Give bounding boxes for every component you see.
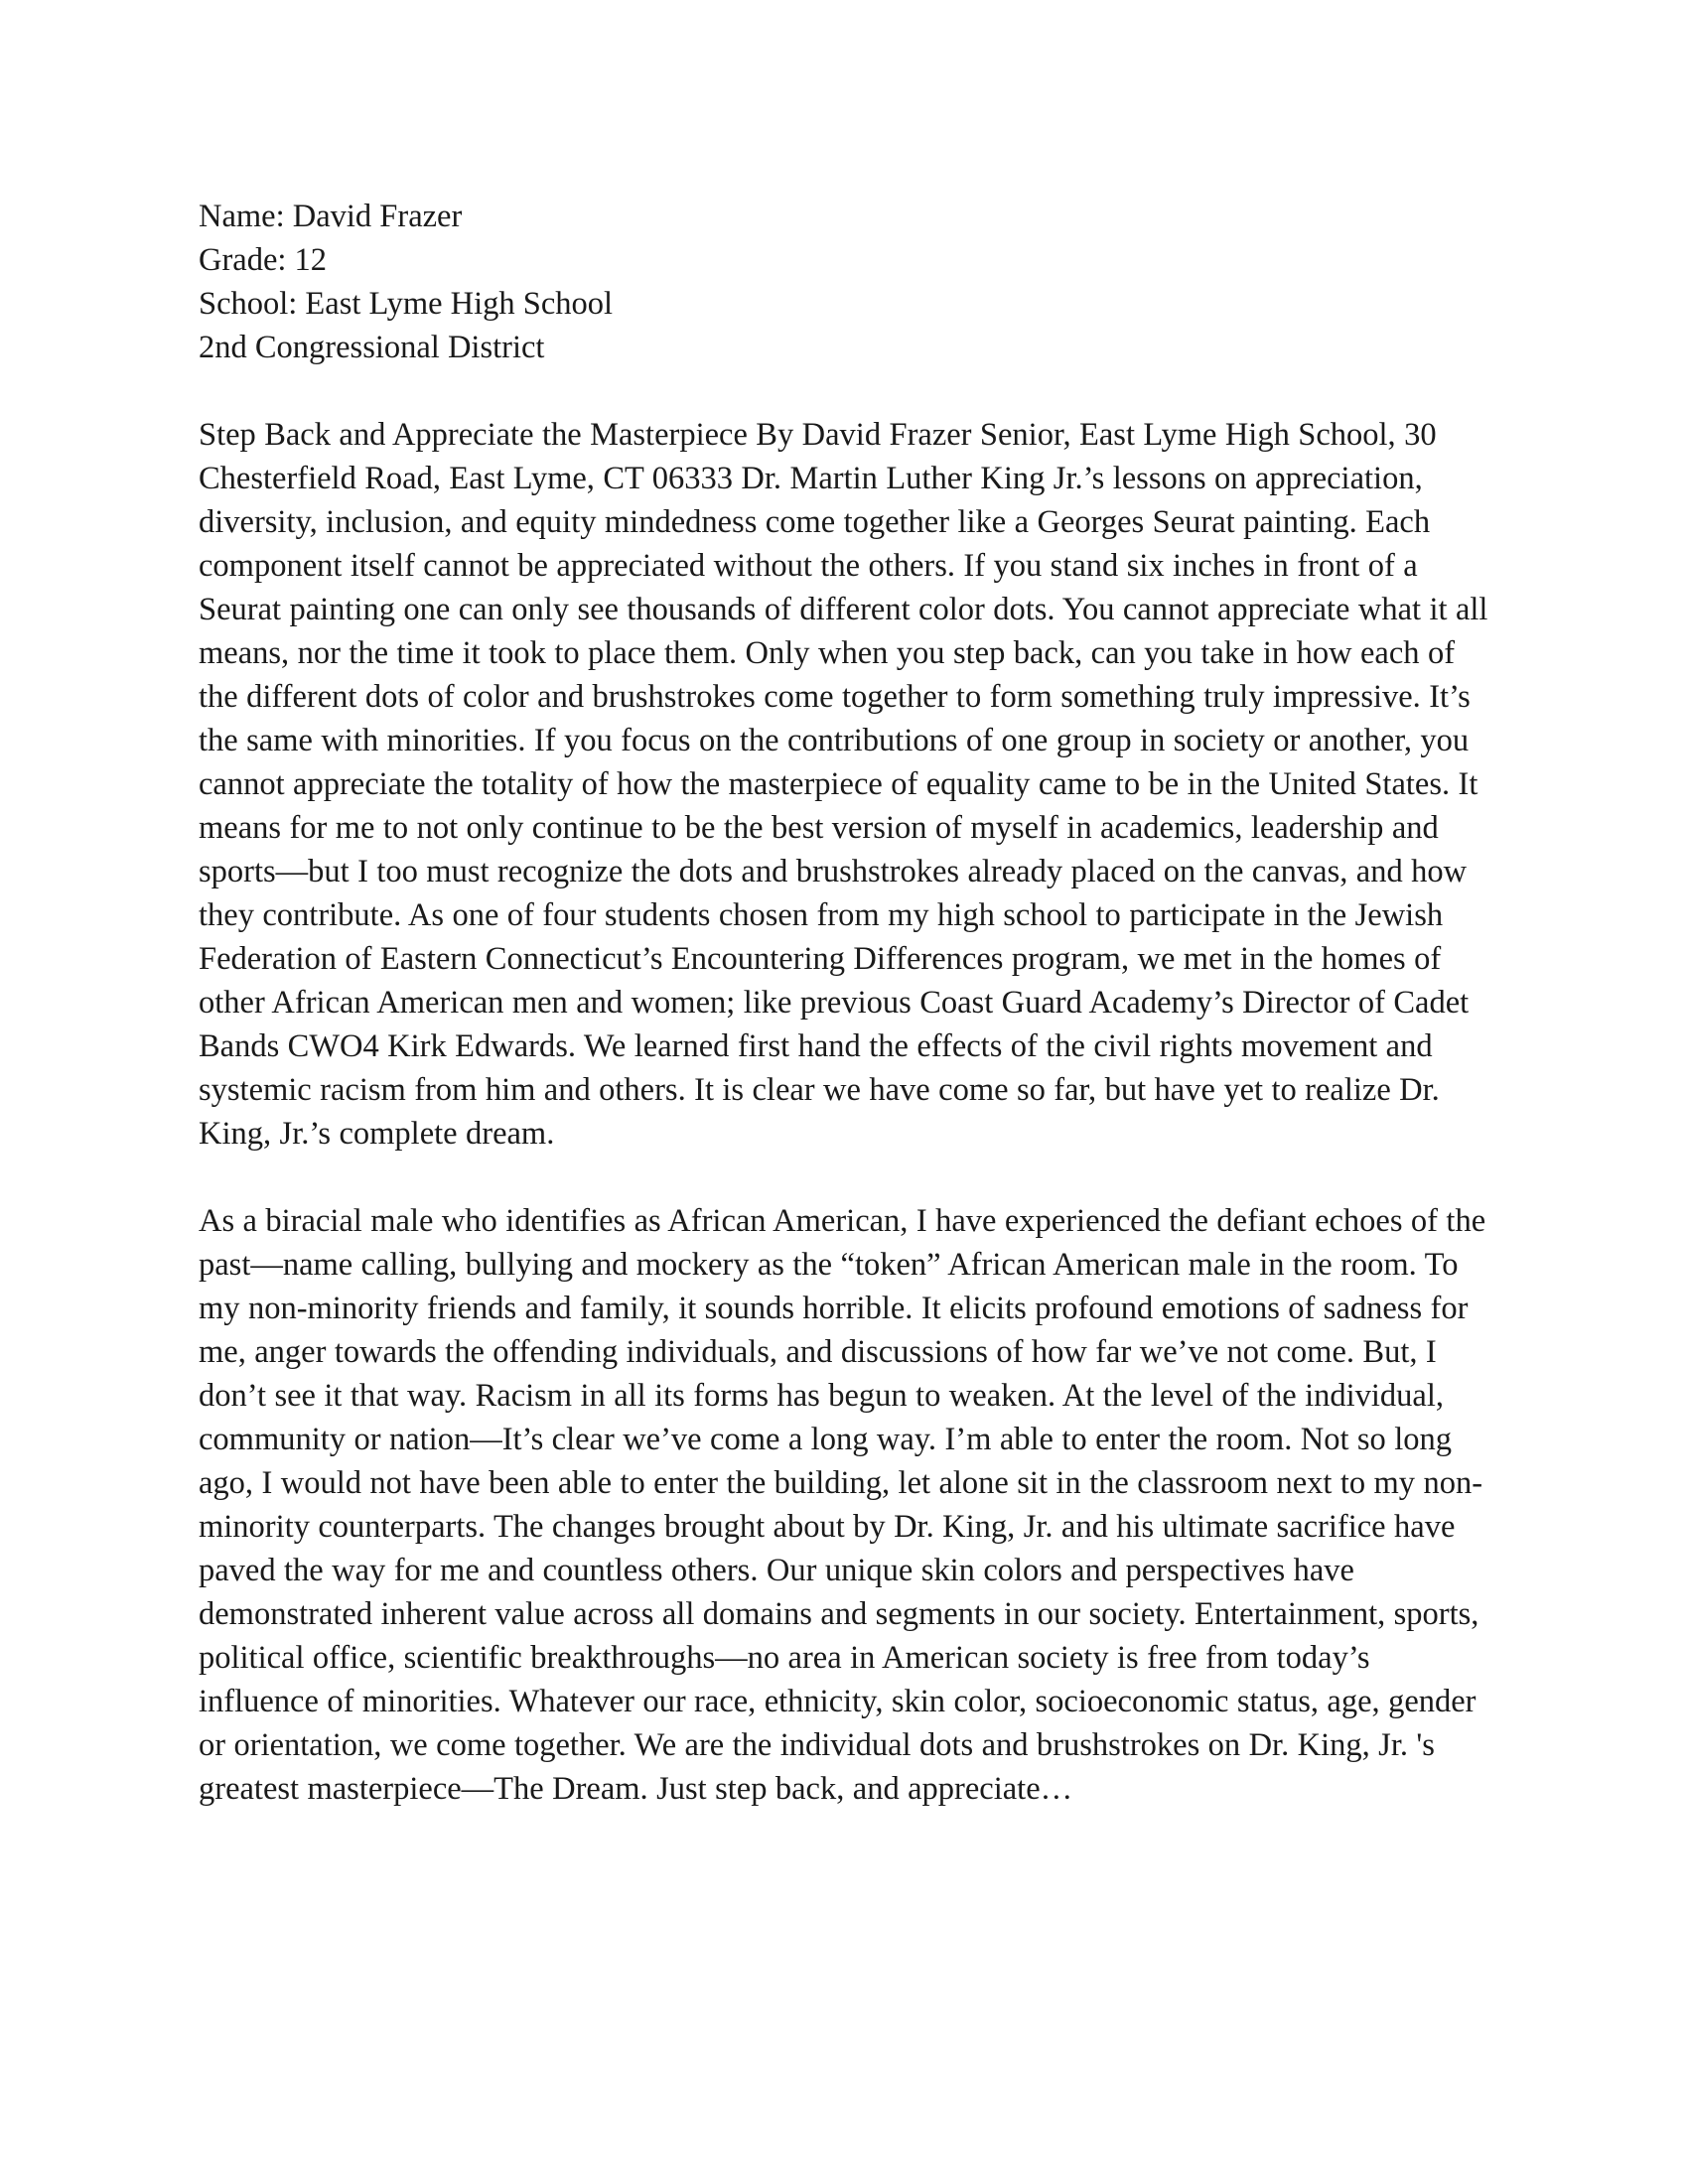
student-info-block bbox=[199, 195, 1489, 369]
essay-paragraph-2: As a biracial male who identifies as African American, I have experienced the defiant echoes of the past—name calling, bullying and mockery as the “token” African American male in the room. To my non-minority friends and family, it sounds horrible. It elicits profound emotions of sadness for me, anger towards the offending individuals, and discussions of how far we’ve not come. But, I don’t see it that way. Racism in all its forms has begun to weaken. At the level of the individual, community or nation—It’s clear we’ve come a long way. I’m able to enter the room. Not so long ago, I would not have been able to enter the building, let alone sit in the classroom next to my non-minority counterparts. The changes brought about by Dr. King, Jr. and his ultimate sacrifice have paved the way for me and countless others. Our unique skin colors and perspectives have demonstrated inherent value across all domains and segments in our society. Entertainment, sports, political office, scientific breakthroughs—no area in American society is free from today’s influence of minorities. Whatever our race, ethnicity, skin color, socioeconomic status, age, gender or orientation, we come together. We are the individual dots and brushstrokes on Dr. King, Jr. 's greatest masterpiece—The Dream. Just step back, and appreciate… bbox=[199, 1203, 1486, 1807]
header-spacer bbox=[199, 369, 1489, 413]
student-name: Name: David Frazer bbox=[199, 199, 463, 234]
paragraph-spacer bbox=[199, 1156, 1489, 1199]
essay-paragraph-1: Step Back and Appreciate the Masterpiece By David Frazer Senior, East Lyme High School, 30 Chesterfield Road, East Lyme, CT 06333 Dr. Martin Luther King Jr.’s lessons on appreciation, diversity, inclusion, and equity mindedness come together like a Georges Seurat painting. Each component itself cannot be appreciated without the others. If you stand six inches in front of a Seurat painting one can only see thousands of different color dots. You cannot appreciate what it all means, nor the time it took to place them. Only when you step back, can you take in how each of the different dots of color and brushstrokes come together to form something truly impressive. It’s the same with minorities. If you focus on the contributions of one group in society or another, you cannot appreciate the totality of how the masterpiece of equality came to be in the United States. It means for me to not only continue to be the best version of myself in academics, leadership and sports—but I too must recognize the dots and brushstrokes already placed on the canvas, and how they contribute. As one of four students chosen from my high school to participate in the Jewish Federation of Eastern Connecticut’s Encountering Differences program, we met in the homes of other African American men and women; like previous Coast Guard Academy’s Director of Cadet Bands CWO4 Kirk Edwards. We learned first hand the effects of the civil rights movement and systemic racism from him and others. It is clear we have come so far, but have yet to realize Dr. King, Jr.’s complete dream. bbox=[199, 417, 1488, 1152]
student-grade: Grade: 12 bbox=[199, 242, 328, 278]
student-school: School: East Lyme High School bbox=[199, 286, 614, 322]
congressional-district: 2nd Congressional District bbox=[199, 330, 545, 365]
essay-content bbox=[199, 195, 1489, 1811]
